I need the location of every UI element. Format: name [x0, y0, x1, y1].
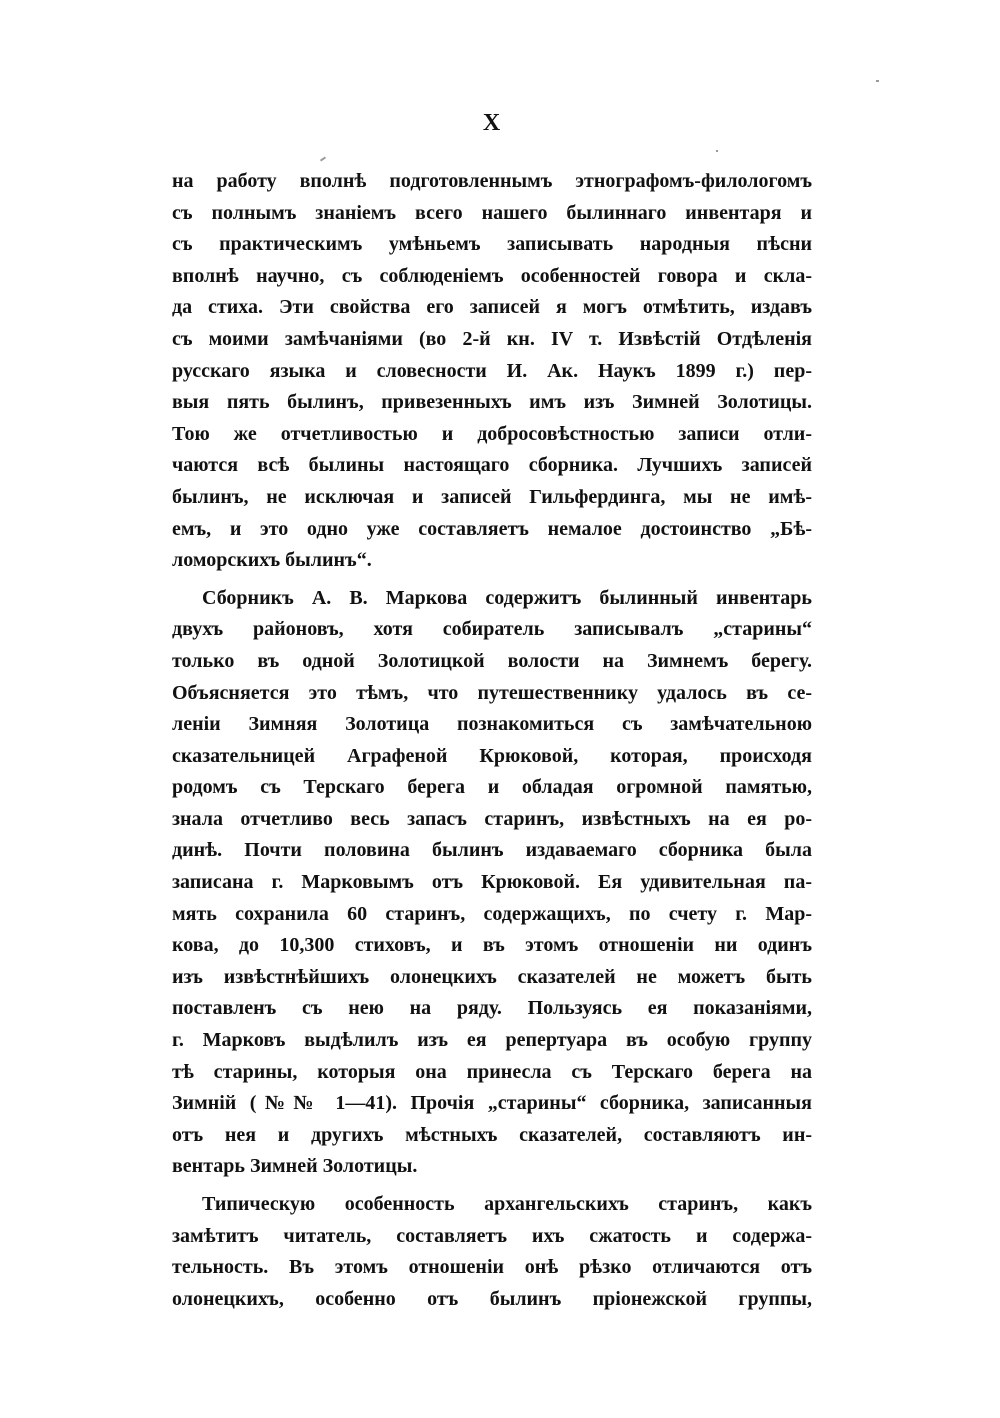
text-line: съ моими замѣчаніями (во 2-й кн. IV т. Извѣстій Отдѣленія: [172, 327, 812, 350]
text-line: отъ нея и другихъ мѣстныхъ сказателей, составляютъ ин-: [172, 1123, 812, 1146]
paragraph-2: [172, 583, 812, 1183]
text-line: двухъ районовъ, хотя собиратель записывалъ „старины“: [172, 618, 812, 641]
text-line: замѣтитъ читатель, составляетъ ихъ сжатость и содержа-: [172, 1224, 812, 1247]
text-line: чаются всѣ былины настоящаго сборника. Лучшихъ записей: [172, 454, 812, 477]
text-line: поставленъ съ нею на ряду. Пользуясь ея показаніями,: [172, 997, 812, 1020]
text-line: ломорскихъ былинъ“.: [172, 549, 372, 572]
text-line: Тою же отчетливостью и добросовѣстностью записи отли-: [172, 422, 812, 445]
text-line: Сборникъ А. В. Маркова содержитъ былинный инвентарь: [202, 586, 812, 609]
text-line: емъ, и это одно уже составляетъ немалое достоинство „Бѣ-: [172, 517, 812, 540]
text-line: тельность. Въ этомъ отношеніи онѣ рѣзко отличаются отъ: [172, 1256, 812, 1279]
paragraph-3: [172, 1189, 812, 1315]
text-line: мять сохранила 60 старинъ, содержащихъ, по счету г. Мар-: [172, 902, 812, 925]
text-line: вполнѣ научно, съ соблюденіемъ особенностей говора и скла-: [172, 264, 812, 287]
scan-speck: [876, 80, 879, 82]
text-line: былинъ, не исключая и записей Гильфердинга, мы не имѣ-: [172, 485, 812, 508]
text-line: сказательницей Аграфеной Крюковой, которая, происходя: [172, 744, 812, 767]
scan-speck: [320, 156, 326, 161]
text-line: динѣ. Почти половина былинъ издаваемаго сборника была: [172, 839, 812, 862]
text-line: тѣ старины, которыя она принесла съ Терскаго берега на: [172, 1060, 812, 1083]
text-line: съ полнымъ знаніемъ всего нашего былиннаго инвентаря и: [172, 201, 812, 224]
text-line: олонецкихъ, особенно отъ былинъ пріонежской группы,: [172, 1287, 812, 1310]
text-line: знала отчетливо весь запасъ старинъ, извѣстныхъ на ея ро-: [172, 807, 812, 830]
text-line: леніи Зимняя Золотица познакомиться съ замѣчательною: [172, 713, 812, 736]
text-line: да стиха. Эти свойства его записей я могъ отмѣтить, издавъ: [172, 296, 812, 319]
scan-speck: [716, 150, 718, 152]
text-line: Зимній (№№ 1—41). Прочія „старины“ сборника, записанныя: [172, 1092, 812, 1115]
text-line: только въ одной Золотицкой волости на Зимнемъ берегу.: [172, 649, 812, 672]
paragraph-1: [172, 166, 812, 577]
text-line: г. Марковъ выдѣлилъ изъ ея репертуара въ особую группу: [172, 1029, 812, 1052]
text-line: кова, до 10,300 стиховъ, и въ этомъ отношеніи ни одинъ: [172, 934, 812, 957]
text-line: выя пять былинъ, привезенныхъ имъ изъ Зимней Золотицы.: [172, 391, 812, 414]
text-line: Типическую особенность архангельскихъ старинъ, какъ: [202, 1193, 812, 1215]
text-line: изъ извѣстнѣйшихъ олонецкихъ сказателей не можетъ быть: [172, 965, 812, 988]
text-line: съ практическимъ умѣньемъ записывать народныя пѣсни: [172, 233, 812, 256]
text-line: Объясняется это тѣмъ, что путешественнику удалось въ се-: [172, 681, 812, 704]
text-line: на работу вполнѣ подготовленнымъ этнографомъ-филологомъ: [172, 170, 812, 192]
page-number: X: [482, 110, 502, 136]
text-line: записана г. Марковымъ отъ Крюковой. Ея удивительная па-: [172, 871, 812, 894]
body-text: [172, 166, 812, 1315]
text-line: русскаго языка и словесности И. Ак. Наукъ 1899 г.) пер-: [172, 359, 812, 382]
text-line: вентарь Зимней Золотицы.: [172, 1155, 418, 1178]
text-line: родомъ съ Терскаго берега и обладая огромной памятью,: [172, 776, 812, 799]
